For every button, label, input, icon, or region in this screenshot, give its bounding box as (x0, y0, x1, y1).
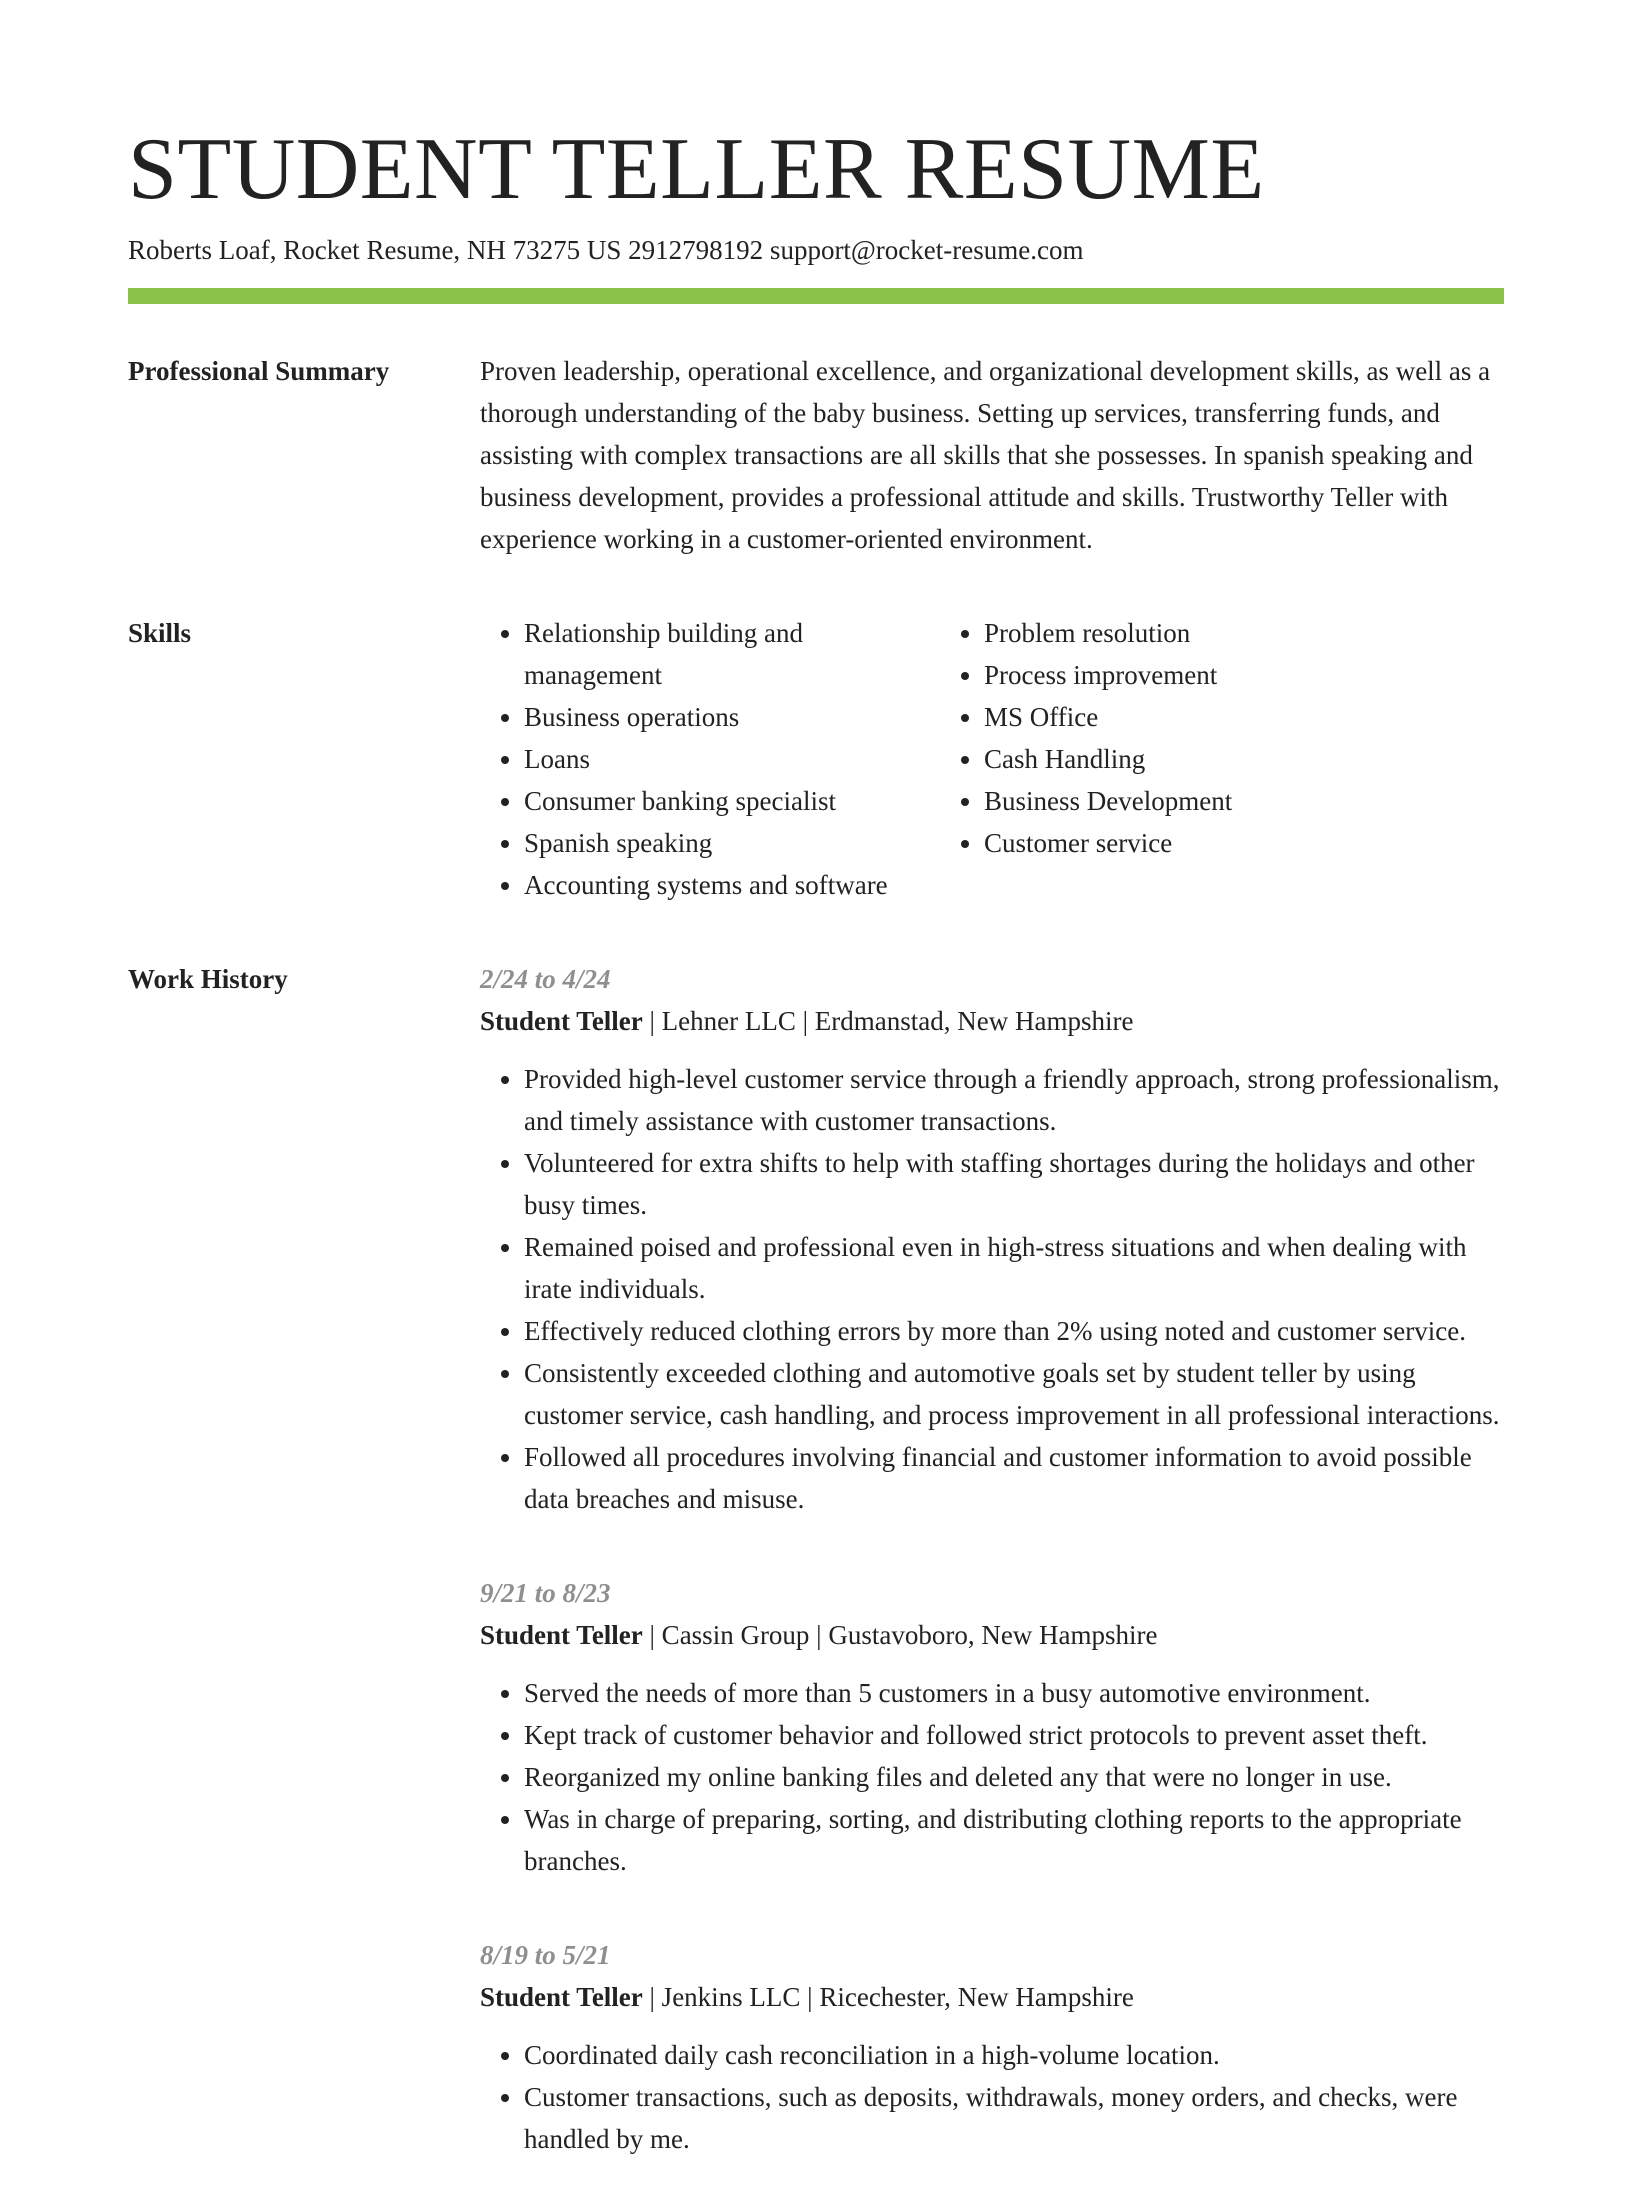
job-duty: • Volunteered for extra shifts to help with staffing shortages during the holidays and other busy times. (524, 1142, 1504, 1226)
skill-item: • Process improvement (984, 654, 1500, 696)
job-dates: 9/21 to 8/23 (480, 1578, 611, 1608)
summary-section (128, 350, 1504, 560)
job-company: | Lehner LLC | Erdmanstad, New Hampshire (642, 1006, 1134, 1036)
job-duty: • Reorganized my online banking files and deleted any that were no longer in use. (524, 1756, 1504, 1798)
job-heading (480, 1976, 1504, 2018)
skill-item: • Business Development (984, 780, 1500, 822)
job-dates: 2/24 to 4/24 (480, 964, 611, 994)
job-entry (480, 1572, 1504, 1882)
skills-column-right (940, 612, 1500, 906)
job-duties (480, 1672, 1504, 1882)
skills-column-left (480, 612, 940, 906)
job-duty: • Consistently exceeded clothing and automotive goals set by student teller by using customer service, cash handling, and process improvement in all professional interactions. (524, 1352, 1504, 1436)
work-history-section (128, 958, 1504, 2212)
job-entry (480, 958, 1504, 1520)
job-company: | Jenkins LLC | Ricechester, New Hampshire (642, 1982, 1134, 2012)
skill-item: • MS Office (984, 696, 1500, 738)
skill-item: • Business operations (524, 696, 940, 738)
job-entry (480, 1934, 1504, 2160)
skill-item: • Loans (524, 738, 940, 780)
job-duty: • Kept track of customer behavior and followed strict protocols to prevent asset theft. (524, 1714, 1504, 1756)
contact-line: Roberts Loaf, Rocket Resume, NH 73275 US 2912798192 support@rocket-resume.com (128, 235, 1084, 265)
job-duties (480, 2034, 1504, 2160)
job-duty: • Provided high-level customer service through a friendly approach, strong professionalism, and timely assistance with customer transactions. (524, 1058, 1504, 1142)
summary-text: Proven leadership, operational excellence, and organizational development skills, as well as a thorough understanding of the baby business. Setting up services, transferring funds, and assisting with complex transactions are all skills that she possesses. In spanish speaking and business development, provides a professional attitude and skills. Trustworthy Teller with experience working in a customer-oriented environment. (480, 356, 1491, 554)
job-title: Student Teller (480, 1620, 643, 1650)
skill-item: • Spanish speaking (524, 822, 940, 864)
job-duty: • Effectively reduced clothing errors by more than 2% using noted and customer service. (524, 1310, 1504, 1352)
job-heading (480, 1614, 1504, 1656)
skills-list (480, 612, 1504, 906)
skill-item: • Customer service (984, 822, 1500, 864)
skills-section (128, 612, 1504, 906)
job-title: Student Teller (480, 1006, 643, 1036)
job-duty: • Coordinated daily cash reconciliation in a high-volume location. (524, 2034, 1504, 2076)
skill-item: • Relationship building and management (524, 612, 940, 696)
job-heading (480, 1000, 1504, 1042)
work-history-heading: Work History (128, 964, 288, 994)
header-divider (128, 288, 1504, 304)
resume-title: STUDENT TELLER RESUME (128, 121, 1265, 218)
job-duty: • Was in charge of preparing, sorting, and distributing clothing reports to the appropriate branches. (524, 1798, 1504, 1882)
job-duty: • Customer transactions, such as deposits, withdrawals, money orders, and checks, were handled by me. (524, 2076, 1504, 2160)
skill-item: • Cash Handling (984, 738, 1500, 780)
summary-heading: Professional Summary (128, 356, 390, 386)
job-duties (480, 1058, 1504, 1520)
skills-heading: Skills (128, 618, 192, 648)
job-title: Student Teller (480, 1982, 643, 2012)
skill-item: • Consumer banking specialist (524, 780, 940, 822)
job-dates: 8/19 to 5/21 (480, 1940, 611, 1970)
resume-page (128, 118, 1504, 2212)
job-duty: • Served the needs of more than 5 customers in a busy automotive environment. (524, 1672, 1504, 1714)
job-company: | Cassin Group | Gustavoboro, New Hampshire (642, 1620, 1158, 1650)
skill-item: • Problem resolution (984, 612, 1500, 654)
job-duty: • Followed all procedures involving financial and customer information to avoid possible data breaches and misuse. (524, 1436, 1504, 1520)
job-duty: • Remained poised and professional even in high-stress situations and when dealing with irate individuals. (524, 1226, 1504, 1310)
skill-item: • Accounting systems and software (524, 864, 940, 906)
